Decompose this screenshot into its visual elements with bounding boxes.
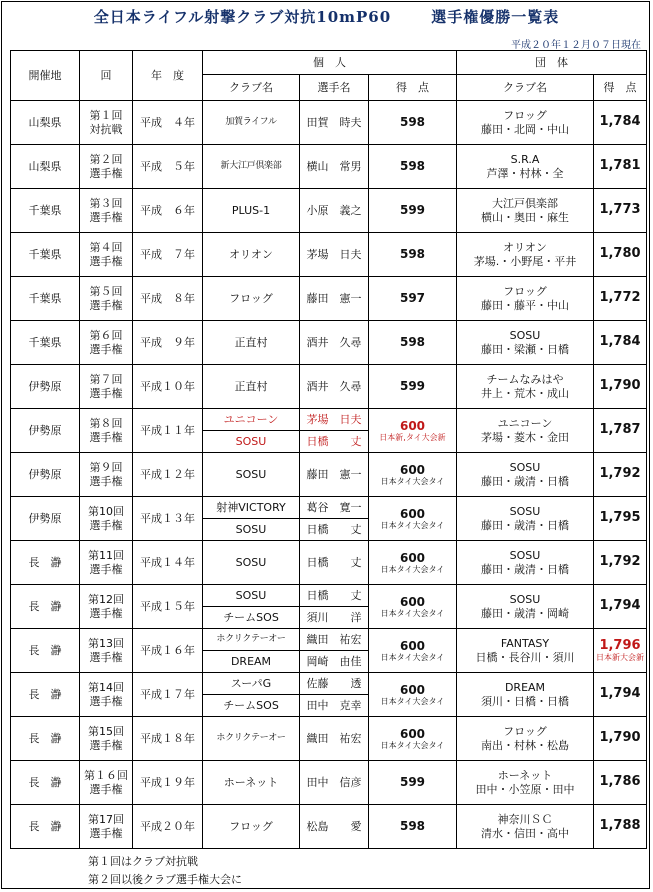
individual-club-cell: 正直村 xyxy=(203,321,300,365)
individual-club-cell: チームSOS xyxy=(203,607,300,629)
individual-club-cell: ホーネット xyxy=(203,761,300,805)
venue-cell: 長 瀞 xyxy=(11,629,80,673)
team-score-cell xyxy=(594,233,647,277)
individual-club-cell: オリオン xyxy=(203,233,300,277)
team-members: 藤田・北岡・中山 xyxy=(481,122,569,136)
venue-cell: 千葉県 xyxy=(11,189,80,233)
team-club: ホーネット xyxy=(497,768,553,782)
individual-club-cell: チームSOS xyxy=(203,695,300,717)
round-number: 第11回 xyxy=(88,548,124,562)
table-row xyxy=(11,805,647,849)
team-score: 1,792 xyxy=(599,554,641,570)
round-type: 選手権 xyxy=(89,254,123,268)
team-cell xyxy=(457,717,594,761)
team-members: 南出・村林・松島 xyxy=(481,738,569,752)
venue-cell: 長 瀞 xyxy=(11,717,80,761)
venue-cell: 千葉県 xyxy=(11,321,80,365)
individual-club-cell: 加賀ライフル xyxy=(203,101,300,145)
team-club: DREAM xyxy=(504,680,546,694)
round-cell xyxy=(80,805,133,849)
team-cell xyxy=(457,365,594,409)
year-cell: 平成１９年 xyxy=(133,761,203,805)
year-cell: 平成 ７年 xyxy=(133,233,203,277)
individual-score: 598 xyxy=(399,335,426,349)
table-row xyxy=(11,453,647,497)
individual-club-cell: SOSU xyxy=(203,431,300,453)
team-score: 1,794 xyxy=(599,686,641,702)
team-cell xyxy=(457,805,594,849)
venue-cell: 伊勢原 xyxy=(11,497,80,541)
individual-club-cell: SOSU xyxy=(203,519,300,541)
team-club: SOSU xyxy=(509,548,541,562)
round-type: 選手権 xyxy=(89,694,123,708)
shooter-cell: 田中 信彦 xyxy=(300,761,369,805)
team-score-cell xyxy=(594,145,647,189)
table-row xyxy=(11,541,647,585)
year-cell: 平成１６年 xyxy=(133,629,203,673)
individual-score: 600 xyxy=(399,638,426,653)
round-type: 選手権 xyxy=(89,430,123,444)
team-cell xyxy=(457,101,594,145)
table-row xyxy=(11,673,647,695)
venue-cell: 長 瀞 xyxy=(11,541,80,585)
individual-score: 599 xyxy=(399,203,426,217)
team-cell xyxy=(457,541,594,585)
individual-score-cell xyxy=(369,189,457,233)
shooter-cell: 茅場 日夫 xyxy=(300,233,369,277)
team-members: 藤田・歳清・岡崎 xyxy=(481,606,569,620)
individual-score-cell xyxy=(369,497,457,541)
round-cell xyxy=(80,321,133,365)
team-score-cell xyxy=(594,409,647,453)
team-score-cell xyxy=(594,805,647,849)
table-row xyxy=(11,497,647,519)
shooter-cell: 佐藤 透 xyxy=(300,673,369,695)
year-cell: 平成 ６年 xyxy=(133,189,203,233)
team-score-cell xyxy=(594,761,647,805)
year-cell: 平成 ８年 xyxy=(133,277,203,321)
as-of-date: 平成２０年１２月０７日現在 xyxy=(511,40,641,51)
team-members: 藤田・藤平・中山 xyxy=(481,298,569,312)
team-score-cell xyxy=(594,717,647,761)
team-club: フロッグ xyxy=(503,284,547,298)
shooter-cell: 須川 洋 xyxy=(300,607,369,629)
team-score: 1,780 xyxy=(599,246,641,262)
record-note: 日本タイ大会タイ xyxy=(380,476,445,486)
header-team: 団 体 xyxy=(457,51,647,75)
team-club: S.R.A xyxy=(510,152,540,166)
individual-score-cell xyxy=(369,761,457,805)
venue-cell: 山梨県 xyxy=(11,101,80,145)
team-score-cell xyxy=(594,497,647,541)
team-cell xyxy=(457,409,594,453)
round-number: 第17回 xyxy=(88,812,124,826)
round-cell xyxy=(80,145,133,189)
year-cell: 平成１０年 xyxy=(133,365,203,409)
team-club: 神奈川ＳＣ xyxy=(497,812,553,826)
team-members: 田中・小笠原・田中 xyxy=(475,782,575,796)
round-type: 選手権 xyxy=(89,298,123,312)
round-number: 第６回 xyxy=(89,328,123,342)
team-club: フロッグ xyxy=(503,724,547,738)
team-score-cell xyxy=(594,277,647,321)
year-cell: 平成１２年 xyxy=(133,453,203,497)
team-cell xyxy=(457,673,594,717)
shooter-cell: 藤田 憲一 xyxy=(300,277,369,321)
individual-score: 598 xyxy=(399,115,426,129)
footnote: 第１回はクラブ対抗戦 xyxy=(88,855,198,868)
team-score: 1,787 xyxy=(599,422,641,438)
individual-club-cell: SOSU xyxy=(203,585,300,607)
individual-score-cell xyxy=(369,805,457,849)
header-score: 得 点 xyxy=(369,75,457,101)
table-row xyxy=(11,585,647,607)
record-note: 日本新大会新 xyxy=(596,653,644,663)
team-club: SOSU xyxy=(509,328,541,342)
individual-club-cell: SOSU xyxy=(203,541,300,585)
team-members: 芦澤・村林・全 xyxy=(486,166,564,180)
team-cell xyxy=(457,189,594,233)
venue-cell: 長 瀞 xyxy=(11,805,80,849)
individual-club-cell: 射神VICTORY xyxy=(203,497,300,519)
round-type: 選手権 xyxy=(89,386,123,400)
team-score-cell xyxy=(594,585,647,629)
shooter-cell: 松島 愛 xyxy=(300,805,369,849)
individual-score: 598 xyxy=(399,159,426,173)
round-cell xyxy=(80,453,133,497)
venue-cell: 長 瀞 xyxy=(11,761,80,805)
individual-score: 600 xyxy=(399,506,426,521)
shooter-cell: 岡崎 由佳 xyxy=(300,651,369,673)
round-number: 第３回 xyxy=(89,196,123,210)
record-note: 日本タイ大会タイ xyxy=(380,520,445,530)
team-score-cell xyxy=(594,629,647,673)
year-cell: 平成１５年 xyxy=(133,585,203,629)
header-individual: 個 人 xyxy=(203,51,457,75)
team-score: 1,795 xyxy=(599,510,641,526)
round-type: 対抗戦 xyxy=(89,122,123,136)
individual-score-cell xyxy=(369,277,457,321)
team-cell xyxy=(457,585,594,629)
individual-score-cell xyxy=(369,101,457,145)
venue-cell: 長 瀞 xyxy=(11,673,80,717)
team-members: 藤田・梁瀬・日橋 xyxy=(481,342,569,356)
team-club: SOSU xyxy=(509,504,541,518)
year-cell: 平成１３年 xyxy=(133,497,203,541)
shooter-cell: 日橋 丈 xyxy=(300,519,369,541)
individual-score-cell xyxy=(369,409,457,453)
individual-score: 598 xyxy=(399,819,426,833)
individual-club-cell: ホクリクテーオー xyxy=(203,629,300,651)
individual-club-cell: ホクリクテーオー xyxy=(203,717,300,761)
individual-score: 600 xyxy=(399,418,426,433)
individual-club-cell: SOSU xyxy=(203,453,300,497)
shooter-cell: 酒井 久尋 xyxy=(300,321,369,365)
header-year: 年 度 xyxy=(133,51,203,101)
team-members: 横山・奥田・麻生 xyxy=(481,210,569,224)
year-cell: 平成１４年 xyxy=(133,541,203,585)
header-round: 回 xyxy=(80,51,133,101)
table-row xyxy=(11,101,647,145)
table-row xyxy=(11,233,647,277)
venue-cell: 伊勢原 xyxy=(11,365,80,409)
record-note: 日本タイ大会タイ xyxy=(380,696,445,706)
venue-cell: 千葉県 xyxy=(11,233,80,277)
header-club: クラブ名 xyxy=(203,75,300,101)
team-members: 藤田・歳清・日橋 xyxy=(481,474,569,488)
team-score: 1,781 xyxy=(599,158,641,174)
team-score-cell xyxy=(594,541,647,585)
team-score-cell xyxy=(594,453,647,497)
individual-score-cell xyxy=(369,453,457,497)
individual-score-cell xyxy=(369,717,457,761)
record-note: 日本タイ大会タイ xyxy=(380,608,445,618)
individual-score: 599 xyxy=(399,775,426,789)
team-score: 1,784 xyxy=(599,334,641,350)
round-cell xyxy=(80,233,133,277)
round-type: 選手権 xyxy=(89,606,123,620)
team-members: 茅場.・小野尾・平井 xyxy=(473,254,577,268)
shooter-cell: 織田 祐宏 xyxy=(300,717,369,761)
year-cell: 平成 ９年 xyxy=(133,321,203,365)
round-cell xyxy=(80,189,133,233)
individual-score: 600 xyxy=(399,726,426,741)
individual-club-cell: スーパG xyxy=(203,673,300,695)
shooter-cell: 田中 克幸 xyxy=(300,695,369,717)
team-score: 1,790 xyxy=(599,378,641,394)
individual-score-cell xyxy=(369,585,457,629)
team-members: 井上・荒木・成山 xyxy=(481,386,569,400)
shooter-cell: 茅場 日夫 xyxy=(300,409,369,431)
round-number: 第10回 xyxy=(88,504,124,518)
shooter-cell: 横山 常男 xyxy=(300,145,369,189)
round-type: 選手権 xyxy=(89,342,123,356)
table-row xyxy=(11,277,647,321)
team-score: 1,792 xyxy=(599,466,641,482)
team-score-cell xyxy=(594,189,647,233)
header-venue: 開催地 xyxy=(11,51,80,101)
team-club: チームなみはや xyxy=(486,372,564,386)
team-score-cell xyxy=(594,365,647,409)
team-cell xyxy=(457,629,594,673)
round-type: 選手権 xyxy=(89,210,123,224)
round-cell xyxy=(80,365,133,409)
venue-cell: 山梨県 xyxy=(11,145,80,189)
results-table xyxy=(10,50,647,849)
record-note: 日本タイ大会タイ xyxy=(380,740,445,750)
team-members: 茅場・菱木・金田 xyxy=(481,430,569,444)
team-cell xyxy=(457,145,594,189)
round-cell xyxy=(80,277,133,321)
round-number: 第７回 xyxy=(89,372,123,386)
table-row xyxy=(11,629,647,651)
individual-score-cell xyxy=(369,365,457,409)
round-type: 選手権 xyxy=(89,166,123,180)
round-number: 第１６回 xyxy=(84,768,128,782)
table-row xyxy=(11,321,647,365)
shooter-cell: 日橋 丈 xyxy=(300,431,369,453)
title-sub: 選手権優勝一覧表 xyxy=(431,8,560,26)
team-cell xyxy=(457,277,594,321)
shooter-cell: 田賀 時夫 xyxy=(300,101,369,145)
round-type: 選手権 xyxy=(89,474,123,488)
venue-cell: 長 瀞 xyxy=(11,585,80,629)
individual-score-cell xyxy=(369,541,457,585)
individual-club-cell: PLUS-1 xyxy=(203,189,300,233)
round-number: 第２回 xyxy=(89,152,123,166)
record-note: 日本タイ大会タイ xyxy=(380,564,445,574)
individual-score: 599 xyxy=(399,379,426,393)
team-club: 大江戸倶楽部 xyxy=(492,196,558,210)
header-team-score: 得 点 xyxy=(594,75,647,101)
team-score: 1,786 xyxy=(599,774,641,790)
team-score: 1,784 xyxy=(599,114,641,130)
round-number: 第13回 xyxy=(88,636,124,650)
round-cell xyxy=(80,761,133,805)
footnote: 第２回以後クラブ選手権大会に xyxy=(88,873,242,886)
individual-score-cell xyxy=(369,629,457,673)
venue-cell: 伊勢原 xyxy=(11,453,80,497)
shooter-cell: 酒井 久尋 xyxy=(300,365,369,409)
shooter-cell: 織田 祐宏 xyxy=(300,629,369,651)
footnotes xyxy=(88,853,242,889)
individual-score-cell xyxy=(369,321,457,365)
round-cell xyxy=(80,629,133,673)
team-cell xyxy=(457,761,594,805)
team-members: 藤田・歳清・日橋 xyxy=(481,518,569,532)
individual-score: 598 xyxy=(399,247,426,261)
round-number: 第14回 xyxy=(88,680,124,694)
round-cell xyxy=(80,541,133,585)
team-members: 日橋・長谷川・須川 xyxy=(475,650,575,664)
team-score-cell xyxy=(594,101,647,145)
team-club: ユニコーン xyxy=(497,416,553,430)
individual-club-cell: フロッグ xyxy=(203,277,300,321)
page-title xyxy=(0,6,653,27)
table-row xyxy=(11,189,647,233)
individual-club-cell: 正直村 xyxy=(203,365,300,409)
team-cell xyxy=(457,497,594,541)
round-type: 選手権 xyxy=(89,782,123,796)
round-type: 選手権 xyxy=(89,562,123,576)
individual-club-cell: DREAM xyxy=(203,651,300,673)
team-club: SOSU xyxy=(509,460,541,474)
round-number: 第12回 xyxy=(88,592,124,606)
shooter-cell: 藤田 憲一 xyxy=(300,453,369,497)
team-club: FANTASY xyxy=(500,636,550,650)
team-score-cell xyxy=(594,321,647,365)
individual-score: 600 xyxy=(399,550,426,565)
shooter-cell: 日橋 丈 xyxy=(300,541,369,585)
team-club: フロッグ xyxy=(503,108,547,122)
round-cell xyxy=(80,497,133,541)
team-score: 1,772 xyxy=(599,290,641,306)
individual-score-cell xyxy=(369,145,457,189)
year-cell: 平成１１年 xyxy=(133,409,203,453)
team-score: 1,788 xyxy=(599,818,641,834)
team-score: 1,790 xyxy=(599,730,641,746)
round-cell xyxy=(80,673,133,717)
round-number: 第15回 xyxy=(88,724,124,738)
individual-club-cell: フロッグ xyxy=(203,805,300,849)
team-score: 1,796 xyxy=(599,637,641,653)
individual-score: 600 xyxy=(399,462,426,477)
year-cell: 平成２０年 xyxy=(133,805,203,849)
round-type: 選手権 xyxy=(89,518,123,532)
team-score: 1,773 xyxy=(599,202,641,218)
team-members: 藤田・歳清・日橋 xyxy=(481,562,569,576)
individual-score-cell xyxy=(369,673,457,717)
year-cell: 平成１７年 xyxy=(133,673,203,717)
individual-score: 600 xyxy=(399,594,426,609)
round-cell xyxy=(80,409,133,453)
header-shooter: 選手名 xyxy=(300,75,369,101)
round-cell xyxy=(80,585,133,629)
team-members: 須川・日橋・日橋 xyxy=(481,694,569,708)
round-cell xyxy=(80,101,133,145)
round-type: 選手権 xyxy=(89,650,123,664)
team-score-cell xyxy=(594,673,647,717)
team-cell xyxy=(457,233,594,277)
table-row xyxy=(11,761,647,805)
venue-cell: 千葉県 xyxy=(11,277,80,321)
individual-score: 597 xyxy=(399,291,426,305)
table-row xyxy=(11,145,647,189)
team-score: 1,794 xyxy=(599,598,641,614)
round-cell xyxy=(80,717,133,761)
shooter-cell: 日橋 丈 xyxy=(300,585,369,607)
team-club: オリオン xyxy=(503,240,547,254)
round-number: 第８回 xyxy=(89,416,123,430)
team-club: SOSU xyxy=(509,592,541,606)
round-type: 選手権 xyxy=(89,738,123,752)
round-number: 第４回 xyxy=(89,240,123,254)
round-number: 第５回 xyxy=(89,284,123,298)
table-row xyxy=(11,717,647,761)
round-number: 第９回 xyxy=(89,460,123,474)
shooter-cell: 葛谷 寛一 xyxy=(300,497,369,519)
year-cell: 平成 ４年 xyxy=(133,101,203,145)
round-number: 第１回 xyxy=(89,108,123,122)
individual-score-cell xyxy=(369,233,457,277)
individual-score: 600 xyxy=(399,682,426,697)
record-note: 日本新,タイ大会新 xyxy=(379,432,446,442)
individual-club-cell: ユニコーン xyxy=(203,409,300,431)
table-row xyxy=(11,409,647,431)
shooter-cell: 小原 義之 xyxy=(300,189,369,233)
title-main: 全日本ライフル射撃クラブ対抗10mP60 xyxy=(93,8,392,26)
year-cell: 平成 ５年 xyxy=(133,145,203,189)
header-team-club: クラブ名 xyxy=(457,75,594,101)
year-cell: 平成１８年 xyxy=(133,717,203,761)
individual-club-cell: 新大江戸倶楽部 xyxy=(203,145,300,189)
team-members: 清水・信田・高中 xyxy=(481,826,569,840)
venue-cell: 伊勢原 xyxy=(11,409,80,453)
team-cell xyxy=(457,321,594,365)
record-note: 日本タイ大会タイ xyxy=(380,652,445,662)
table-row xyxy=(11,365,647,409)
team-cell xyxy=(457,453,594,497)
round-type: 選手権 xyxy=(89,826,123,840)
